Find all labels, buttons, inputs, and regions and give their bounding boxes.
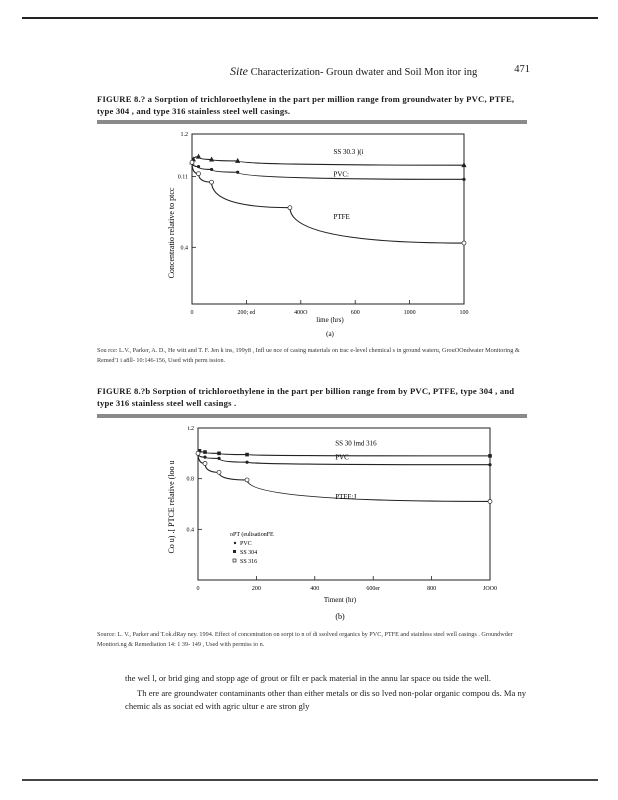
figure-b-x-label: Timent (hr) xyxy=(323,596,357,604)
data-point xyxy=(462,241,466,245)
data-point xyxy=(245,478,249,482)
x-tick-label: 800 xyxy=(427,586,437,592)
figure-b-plot-area xyxy=(187,426,498,592)
y-tick-label: t.2 xyxy=(187,426,194,432)
data-point xyxy=(210,180,214,184)
figure-b-legend-title: oPT (eulisationFE xyxy=(230,532,274,538)
figure-a-panel-label: (a) xyxy=(326,330,334,338)
figure-b-source: Source: L. V., Parker and T.ok.dRay ney. 1994. Effect of concentration on sorpt io n of di ssolved organics by PVC, PTFE and stainless steel well casings . Groundwder Monitori.ng & Remediation 14: 1 39- 149 , Used with permiss io n. xyxy=(97,631,513,648)
top-rule xyxy=(22,17,598,19)
legend-ss304-marker xyxy=(233,550,236,553)
body-text xyxy=(125,672,529,715)
legend-ss316-marker xyxy=(233,559,236,562)
series-label-0: SS 30 lmd 316 xyxy=(335,439,377,448)
series-label-2: PTFE xyxy=(333,213,350,221)
data-point xyxy=(488,463,491,466)
data-point xyxy=(217,470,221,474)
data-point xyxy=(488,454,492,458)
bottom-rule xyxy=(22,779,598,781)
series-label-2: PTFE:J xyxy=(335,492,357,501)
figure-a-plot-area xyxy=(178,132,469,316)
figure-b-chart xyxy=(160,422,500,627)
running-header xyxy=(230,64,530,79)
page-number: 471 xyxy=(514,64,530,75)
y-tick-label: 0.4 xyxy=(180,245,188,252)
x-tick-label: 600 xyxy=(350,310,360,316)
legend-pvc-marker xyxy=(234,542,236,544)
y-tick-label: 0.11 xyxy=(177,174,188,181)
figure-b-legend-ss316: SS 316 xyxy=(240,559,258,565)
series-line-0 xyxy=(192,157,464,166)
x-tick-label: 200; ed xyxy=(237,310,256,316)
data-point xyxy=(203,456,206,459)
data-point xyxy=(462,178,465,181)
y-tick-label: 1.2 xyxy=(180,132,188,138)
header-section-italic: Site xyxy=(230,64,248,78)
data-point xyxy=(203,450,207,454)
x-tick-label: JOO0 xyxy=(482,586,498,592)
plot-frame xyxy=(198,428,490,580)
body-paragraph-2: Th ere are groundwater contaminants other than either metals or dis so lved non-polar organic compou ds. Ma ny chemic als as sociat ed with agric ultur e are stron gly xyxy=(125,688,527,711)
figure-b-y-label: Co u) .[ PTCE relative (loo u xyxy=(167,460,176,554)
figure-b-rule xyxy=(97,414,527,418)
series-label-1: PVC xyxy=(335,453,349,462)
series-label-1: PVC: xyxy=(333,170,350,179)
x-tick-label: 600er xyxy=(366,586,381,592)
data-point xyxy=(236,171,239,174)
figure-a-x-label: lime (hrs) xyxy=(316,316,344,324)
x-tick-label: 100 xyxy=(459,310,469,316)
y-tick-label: 0.8 xyxy=(186,476,194,483)
x-tick-label: 0 xyxy=(190,310,194,316)
plot-frame xyxy=(192,134,464,304)
figure-b-legend-pvc: PVC xyxy=(240,541,252,547)
data-point xyxy=(288,206,292,210)
figure-a-caption: FIGURE 8.? a Sorption of trichloroethylene in the part per million range from groundwater by PVC, PTFE, type 304 , and type 316 stainless steel well casings. xyxy=(97,94,515,116)
data-point xyxy=(196,154,201,159)
x-tick-label: 400 xyxy=(310,586,320,592)
data-point xyxy=(217,452,221,456)
header-section-title: Characterization- Groun dwater and Soil Mon itor ing xyxy=(250,67,478,78)
data-point xyxy=(217,457,220,460)
x-tick-label: 200 xyxy=(251,586,261,592)
data-point xyxy=(245,461,248,464)
figure-b-caption: FIGURE 8.?b Sorption of trichloroethylene in the part per billion range from by PVC, PTFE, type 304 , and type 316 stainless steel well casings . xyxy=(97,386,515,408)
series-label-0: SS 30.3 )(i xyxy=(333,147,364,156)
x-tick-label: 0 xyxy=(196,586,200,592)
figure-a-y-label: Concentratio relative to ptcc xyxy=(167,187,176,279)
x-tick-label: 1000 xyxy=(403,310,416,316)
series-line-2 xyxy=(192,162,464,243)
figure-a-source: Sou rce: L.V., Parker, A. D., He witt and T. F. Jen k ins, 199y8 , Infl ue nce of casing materials on trac e-level chemical s in ground wateru, GrouOOndwater Monitoring & Remed'1 i a8ll- 10:146-156, Used with perm ission. xyxy=(97,347,520,364)
data-point xyxy=(210,168,213,171)
figure-b-legend-ss304: SS 304 xyxy=(240,550,258,556)
data-point xyxy=(197,172,201,176)
data-point xyxy=(196,451,200,455)
figure-b-panel-label: (b) xyxy=(335,612,345,621)
figure-b-legend xyxy=(230,531,274,565)
data-point xyxy=(488,499,492,503)
data-point xyxy=(203,461,207,465)
figure-a-chart xyxy=(160,128,480,338)
body-paragraph-1: the wel l, or brid ging and stopp age of grout or filt er pack material in the annu lar space ou tside the well. xyxy=(125,673,492,683)
x-tick-label: 400O xyxy=(294,310,308,316)
figure-a-rule xyxy=(97,120,527,124)
data-point xyxy=(190,160,194,164)
data-point xyxy=(197,165,200,168)
y-tick-label: 0.4 xyxy=(186,527,194,534)
data-point xyxy=(245,453,249,457)
